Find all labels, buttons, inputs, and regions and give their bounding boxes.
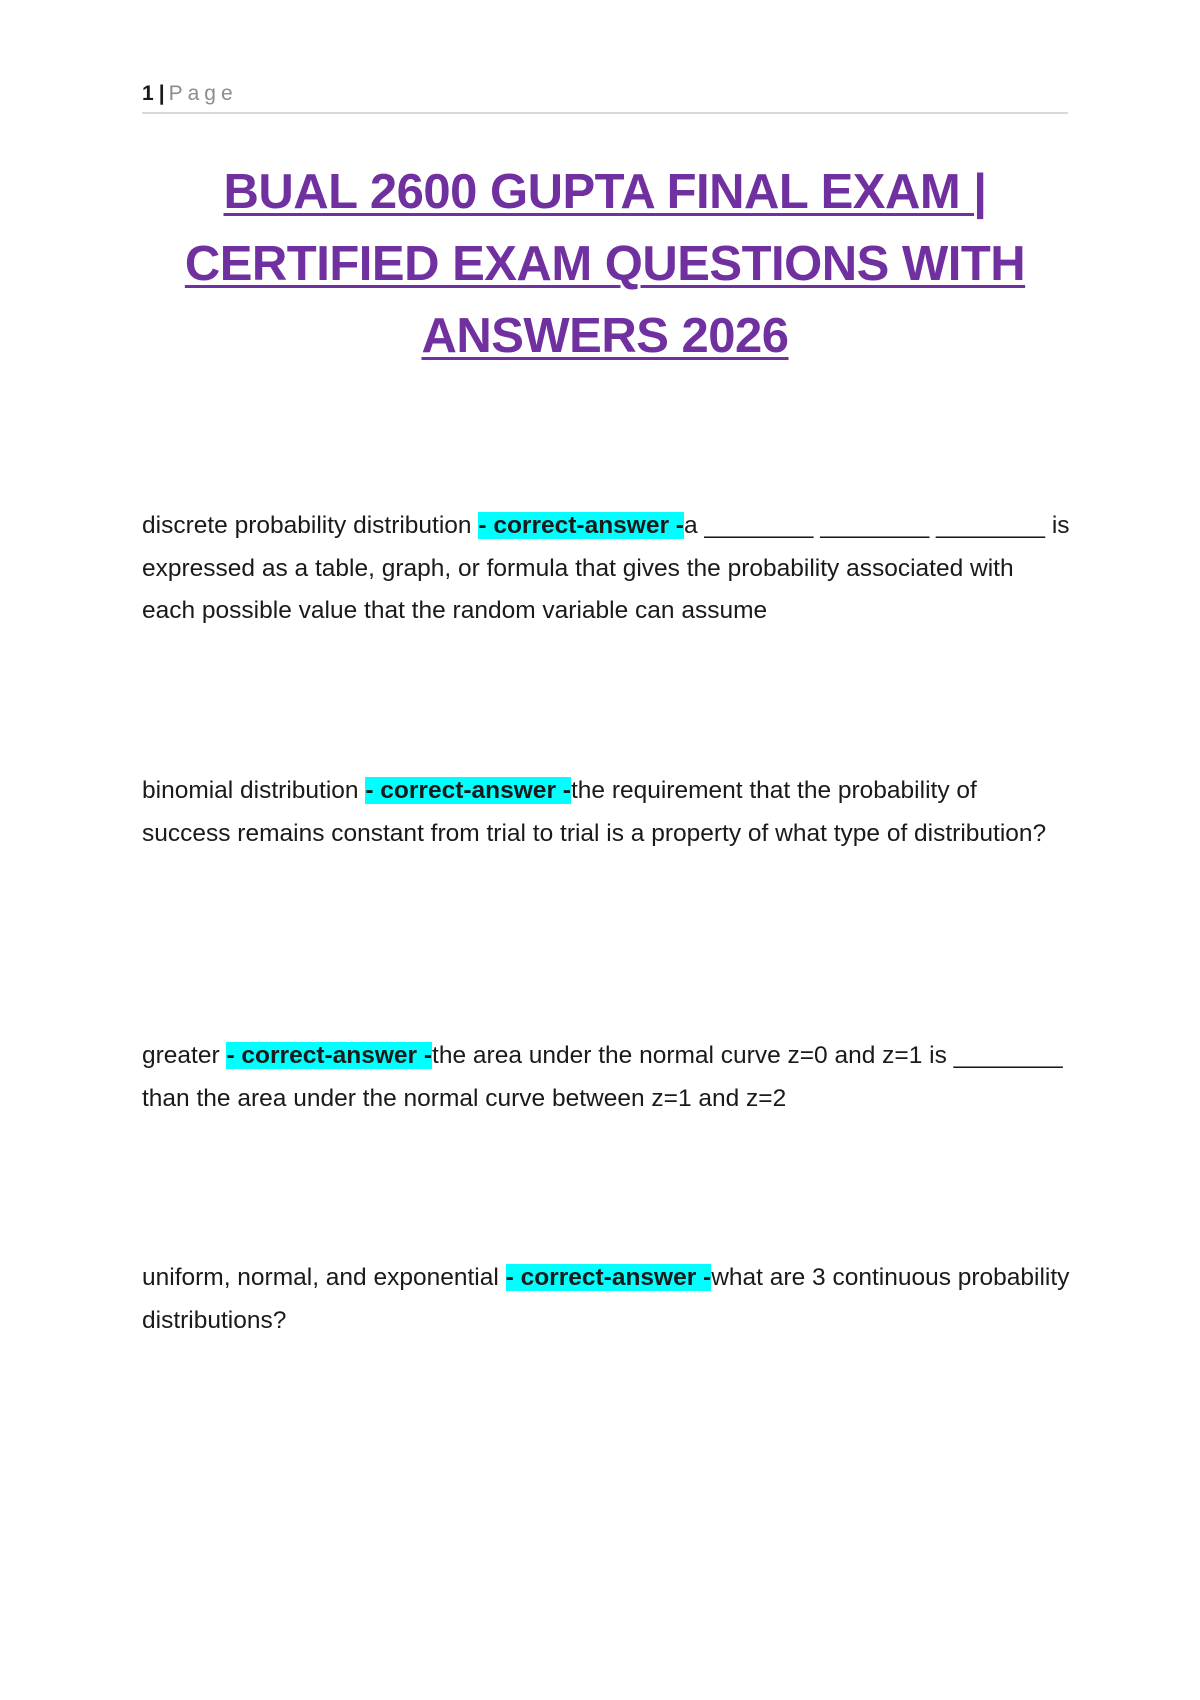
correct-answer-marker: - correct-answer - bbox=[365, 777, 571, 804]
answer-term: uniform, normal, and exponential bbox=[142, 1264, 506, 1291]
qa-item bbox=[142, 1257, 1072, 1342]
qa-item bbox=[142, 770, 1072, 855]
answer-term: greater bbox=[142, 1042, 227, 1069]
page-number: 1 bbox=[142, 82, 154, 105]
correct-answer-marker: - correct-answer - bbox=[505, 1264, 712, 1291]
question-text: the requirement that the probability of success remains constant from trial to trial is a property of what type of distribution? bbox=[142, 777, 1047, 847]
document-title: BUAL 2600 GUPTA FINAL EXAM | CERTIFIED EXAM QUESTIONS WITH ANSWERS 2026 bbox=[184, 165, 1026, 363]
page-label: Page bbox=[168, 82, 238, 105]
question-text: the area under the normal curve z=0 and z=1 is ________ than the area under the normal curve between z=1 and z=2 bbox=[142, 1042, 1063, 1112]
answer-term: discrete probability distribution bbox=[142, 512, 479, 539]
page-separator: | bbox=[158, 82, 165, 105]
correct-answer-marker: - correct-answer - bbox=[226, 1042, 433, 1069]
question-text: a ________ ________ ________ is expressed as a table, graph, or formula that gives the probability associated with each possible value that the random variable can assume bbox=[142, 512, 1070, 624]
answer-term: binomial distribution bbox=[142, 777, 366, 804]
qa-item bbox=[142, 505, 1072, 633]
page-header bbox=[142, 80, 1068, 114]
correct-answer-marker: - correct-answer - bbox=[478, 512, 684, 539]
qa-item bbox=[142, 1035, 1072, 1120]
question-text: what are 3 continuous probability distributions? bbox=[142, 1264, 1070, 1334]
